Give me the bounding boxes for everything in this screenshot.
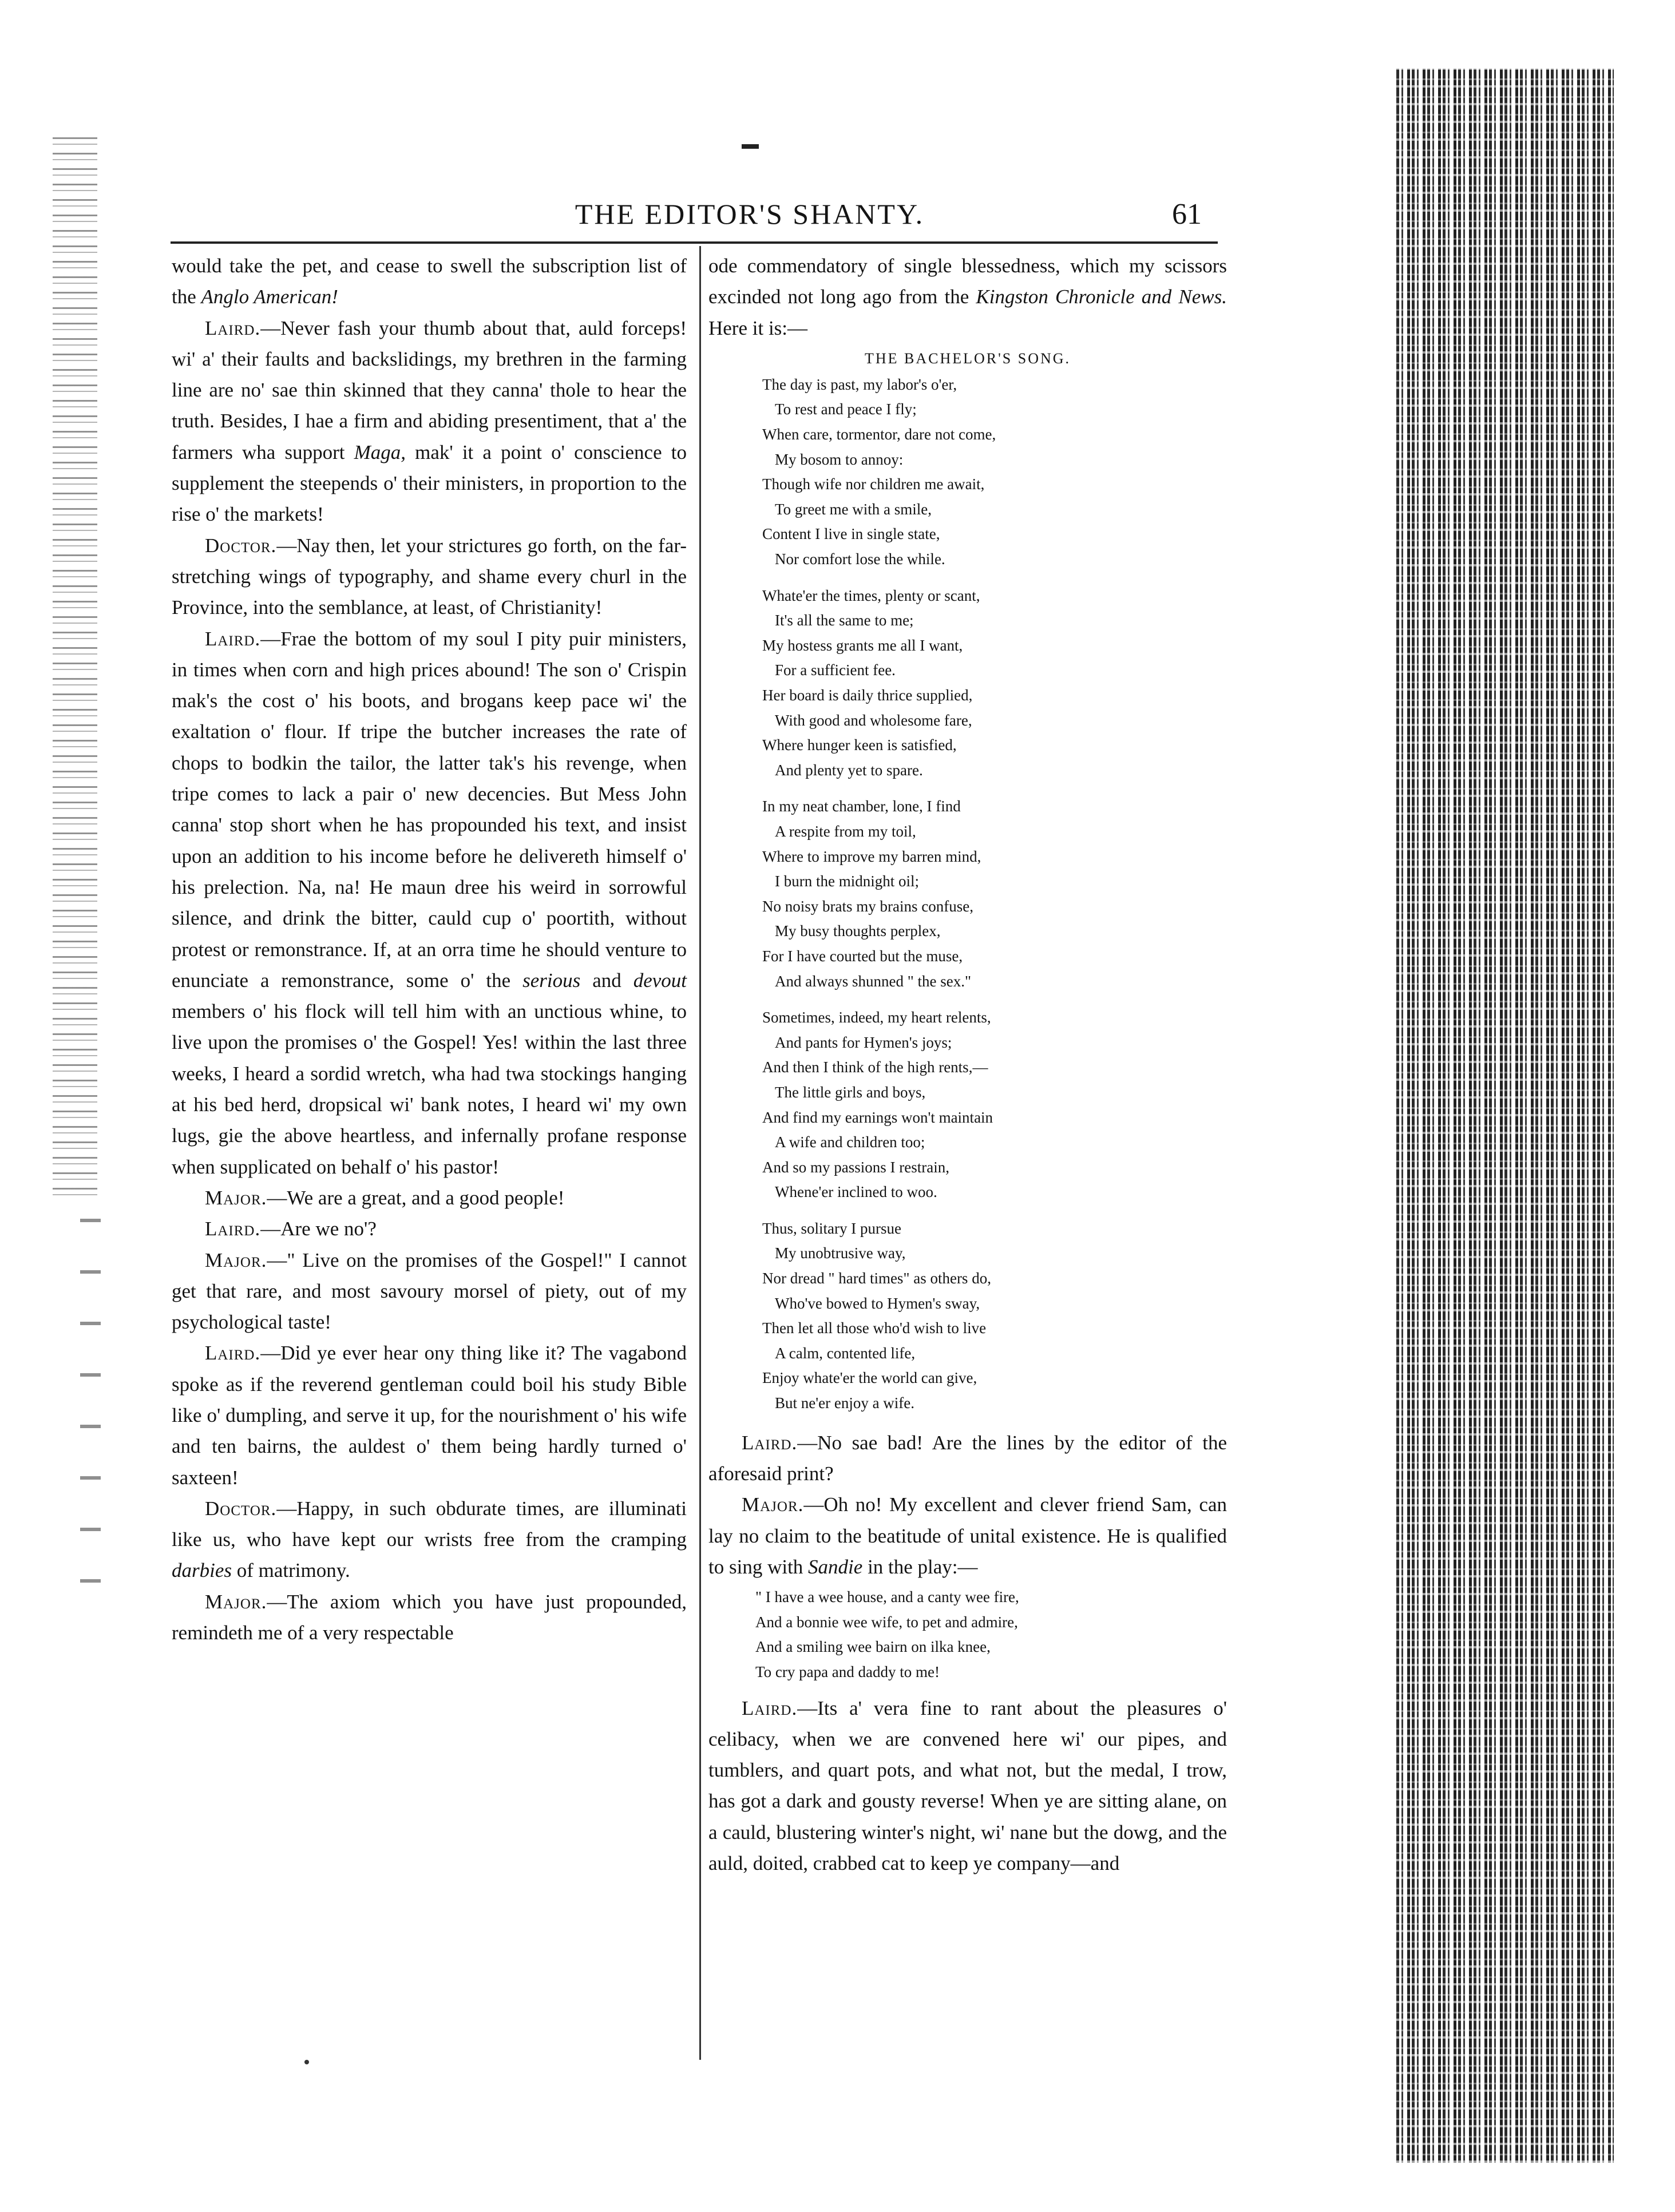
- speech-text: in the play:—: [862, 1555, 978, 1578]
- poem-line: No noisy brats my brains confuse,: [762, 897, 973, 915]
- italic-run: devout: [633, 969, 687, 992]
- poem-line: Though wife nor children me await,: [762, 475, 985, 493]
- dialogue-doctor: [172, 1493, 687, 1587]
- header-rule: [171, 241, 1218, 244]
- running-head: THE EDITOR'S SHANTY.: [575, 198, 925, 230]
- page-number: 61: [1172, 198, 1202, 231]
- text-run: Here it is:—: [708, 316, 808, 339]
- dialogue-laird: [172, 313, 687, 530]
- text-run: would take the pet, and cease to swell the subscription list of the: [172, 255, 687, 308]
- quote-line: And a smiling wee bairn on ilka knee,: [755, 1638, 991, 1656]
- poem-line: It's all the same to me;: [775, 612, 914, 629]
- speaker-name: Major.: [205, 1590, 267, 1613]
- song-quotation: [708, 1585, 1227, 1684]
- poem-stanza: [708, 372, 1227, 572]
- poem-line: Nor dread " hard times" as others do,: [762, 1270, 991, 1287]
- scan-edge-specks-lower: [80, 1219, 101, 1608]
- speaker-name: Laird.: [742, 1696, 798, 1719]
- speaker-name: Major.: [205, 1248, 267, 1271]
- speech-text: —No sae bad! Are the lines by the editor of the aforesaid print?: [708, 1431, 1227, 1485]
- poem-line: My unobtrusive way,: [775, 1244, 906, 1262]
- poem-line: The little girls and boys,: [775, 1083, 926, 1101]
- poem-line: With good and wholesome fare,: [775, 711, 972, 729]
- speaker-name: Doctor.: [205, 534, 277, 557]
- dialogue-laird: [172, 1338, 687, 1493]
- speech-text: —We are a great, and a good people!: [267, 1186, 565, 1209]
- speaker-name: Laird.: [205, 627, 261, 650]
- poem-line: And plenty yet to spare.: [775, 761, 923, 779]
- speech-text: members o' his flock will tell him with an unctious whine, to live upon the promises o' the Gospel! Yes! within the last three weeks, I heard a sordid wretch, wha had twa stockings hanging at his bed herd, dropsical wi' bank notes, I heard wi' my own lugs, gie the above heartless, and infernally profane response when supplicated on behalf o' his pastor!: [172, 1000, 687, 1178]
- speech-text: —The axiom which you have just propounded, remindeth me of a very respectable: [172, 1590, 687, 1644]
- quote-line: And a bonnie wee wife, to pet and admire,: [755, 1613, 1018, 1631]
- dialogue-laird: [708, 1693, 1227, 1880]
- speech-text: —Frae the bottom of my soul I pity puir ministers, in times when corn and high prices abound! The son o' Crispin mak's the cost o' his boots, and brogans keep pace wi' the exaltation o' flour. If tripe the butcher increases the rate of chops to bodkin the tailor, the latter tak's his revenge, when tripe comes to lack a pair o' new decencies. But Mess John canna' stop short when he has propounded his text, and insist upon an addition to his income before he delivereth himself o' his prelection. Na, na! He maun dree his weird in sorrowful silence, and drink the bitter, cauld cup o' poortith, without protest or remonstrance. If, at an orra time he should venture to enunciate a remonstrance, some o' the: [172, 627, 687, 992]
- poem-line: My busy thoughts perplex,: [775, 922, 941, 940]
- poem-line: And pants for Hymen's joys;: [775, 1033, 952, 1051]
- speech-text: —Its a' vera fine to rant about the pleasures o' celibacy, when we are convened here wi' our pipes, and tumblers, and quart pots, and what not, but the medal, I trow, has got a dark and gousty reverse! When ye are sitting alane, on a cauld, blustering winter's night, wi' nane but the dowg, and the auld, doited, crabbed cat to keep ye company—and: [708, 1696, 1227, 1874]
- poem-line: Then let all those who'd wish to live: [762, 1319, 987, 1337]
- poem-line: A calm, contented life,: [775, 1344, 916, 1362]
- poem-line: Her board is daily thrice supplied,: [762, 687, 973, 704]
- speaker-name: Laird.: [205, 1342, 261, 1365]
- dialogue-major: [172, 1587, 687, 1649]
- italic-run: Kingston Chronicle and News.: [976, 286, 1227, 308]
- right-column: [708, 251, 1227, 1879]
- poem-line: Where hunger keen is satisfied,: [762, 736, 957, 754]
- dialogue-major: [708, 1489, 1227, 1583]
- dialogue-laird: [172, 624, 687, 1183]
- poem-line: In my neat chamber, lone, I find: [762, 798, 961, 815]
- poem-line: A respite from my toil,: [775, 822, 916, 840]
- speaker-name: Laird.: [205, 316, 261, 339]
- speaker-name: Major.: [742, 1493, 804, 1516]
- scan-mark: [742, 144, 759, 149]
- scan-edge-specks: [53, 137, 97, 1202]
- italic-run: Sandie: [808, 1555, 863, 1578]
- poem-stanza: [708, 1216, 1227, 1416]
- poem-line: But ne'er enjoy a wife.: [775, 1394, 915, 1412]
- poem-line: Whate'er the times, plenty or scant,: [762, 586, 980, 604]
- speaker-name: Laird.: [205, 1218, 261, 1240]
- poem-line: When care, tormentor, dare not come,: [762, 426, 996, 443]
- poem-line: Nor comfort lose the while.: [775, 550, 945, 568]
- speech-text: —Nay then, let your strictures go forth, on the far-stretching wings of typography, and shame every churl in the Province, into the semblance, at least, of Christianity!: [172, 534, 687, 619]
- speaker-name: Major.: [205, 1186, 267, 1209]
- poem-line: Enjoy whate'er the world can give,: [762, 1369, 977, 1387]
- speech-text: —Are we no'?: [260, 1218, 377, 1240]
- italic-run: Anglo American!: [201, 286, 338, 308]
- dialogue-major: [172, 1183, 687, 1214]
- italic-run: serious: [522, 969, 581, 992]
- scan-binding-noise: [1396, 69, 1614, 2163]
- speech-text: —" Live on the promises of the Gospel!" I cannot get that rare, and most savoury morsel of piety, out of my psychological taste!: [172, 1248, 687, 1334]
- poem-line: Who've bowed to Hymen's sway,: [775, 1294, 980, 1312]
- poem-line: Sometimes, indeed, my heart relents,: [762, 1009, 991, 1026]
- poem-line: Thus, solitary I pursue: [762, 1219, 901, 1237]
- poem-title: THE BACHELOR'S SONG.: [864, 350, 1071, 367]
- speech-text: —Did ye ever hear ony thing like it? The vagabond spoke as if the reverend gentleman could boil his study Bible like o' dumpling, and serve it up, for the nourishment o' his wife and ten bairns, the auldest o' them being hardly turned o' saxteen!: [172, 1342, 687, 1489]
- poem-line: And then I think of the high rents,—: [762, 1059, 988, 1076]
- scan-dot: [304, 2060, 309, 2064]
- dialogue-laird: [708, 1428, 1227, 1490]
- poem-line: To greet me with a smile,: [775, 500, 932, 518]
- left-column: [172, 251, 687, 1648]
- speaker-name: Doctor.: [205, 1497, 277, 1520]
- quote-line: " I have a wee house, and a canty wee fire,: [755, 1588, 1019, 1606]
- paragraph-continued: [172, 251, 687, 313]
- speaker-name: Laird.: [742, 1431, 798, 1454]
- poem-line: My bosom to annoy:: [775, 450, 904, 468]
- speech-text: of matrimony.: [232, 1559, 350, 1582]
- poem-line: My hostess grants me all I want,: [762, 636, 963, 654]
- poem-line: And so my passions I restrain,: [762, 1158, 949, 1176]
- speech-text: and: [580, 969, 633, 992]
- italic-run: Maga,: [354, 441, 406, 463]
- italic-run: darbies: [172, 1559, 232, 1582]
- poem-line: I burn the midnight oil;: [775, 873, 919, 890]
- poem-line: And always shunned " the sex.": [775, 972, 971, 990]
- poem-line: Where to improve my barren mind,: [762, 847, 981, 865]
- poem-line: For a sufficient fee.: [775, 661, 896, 679]
- poem-line: To rest and peace I fly;: [775, 401, 917, 418]
- poem-line: And find my earnings won't maintain: [762, 1108, 993, 1126]
- speech-text: —Never fash your thumb about that, auld forceps! wi' a' their faults and backslidings, my brethren in the farming line are no' sae thin skinned that they canna' thole to hear the truth. Besides, I hae a firm and abiding presentiment, that a' the farmers wha support: [172, 316, 687, 463]
- column-rule: [699, 246, 701, 2060]
- poem-line: Whene'er inclined to woo.: [775, 1183, 937, 1201]
- poem-stanza: [708, 794, 1227, 994]
- poem-line: The day is past, my labor's o'er,: [762, 375, 957, 393]
- dialogue-major: [172, 1245, 687, 1338]
- speech-text: mak' it a point o' conscience to supplement the steepends o' their ministers, in proportion to the rise o' the markets!: [172, 441, 687, 526]
- text-run: ode commendatory of single blessedness, which my scissors excinded not long ago from the: [708, 255, 1227, 308]
- poem-line: For I have courted but the muse,: [762, 947, 963, 965]
- speech-text: —Oh no! My excellent and clever friend Sam, can lay no claim to the beatitude of unital existence. He is qualified to sing with: [708, 1493, 1227, 1578]
- speech-text: —Happy, in such obdurate times, are illuminati like us, who have kept our wrists free from the cramping: [172, 1497, 687, 1551]
- poem-stanza: [708, 1005, 1227, 1205]
- poem-line: Content I live in single state,: [762, 525, 940, 543]
- dialogue-doctor: [172, 530, 687, 624]
- paragraph-continued: [708, 251, 1227, 344]
- poem-stanza: [708, 584, 1227, 783]
- dialogue-laird: [172, 1214, 687, 1244]
- quote-line: To cry papa and daddy to me!: [755, 1663, 940, 1680]
- poem-line: A wife and children too;: [775, 1133, 925, 1151]
